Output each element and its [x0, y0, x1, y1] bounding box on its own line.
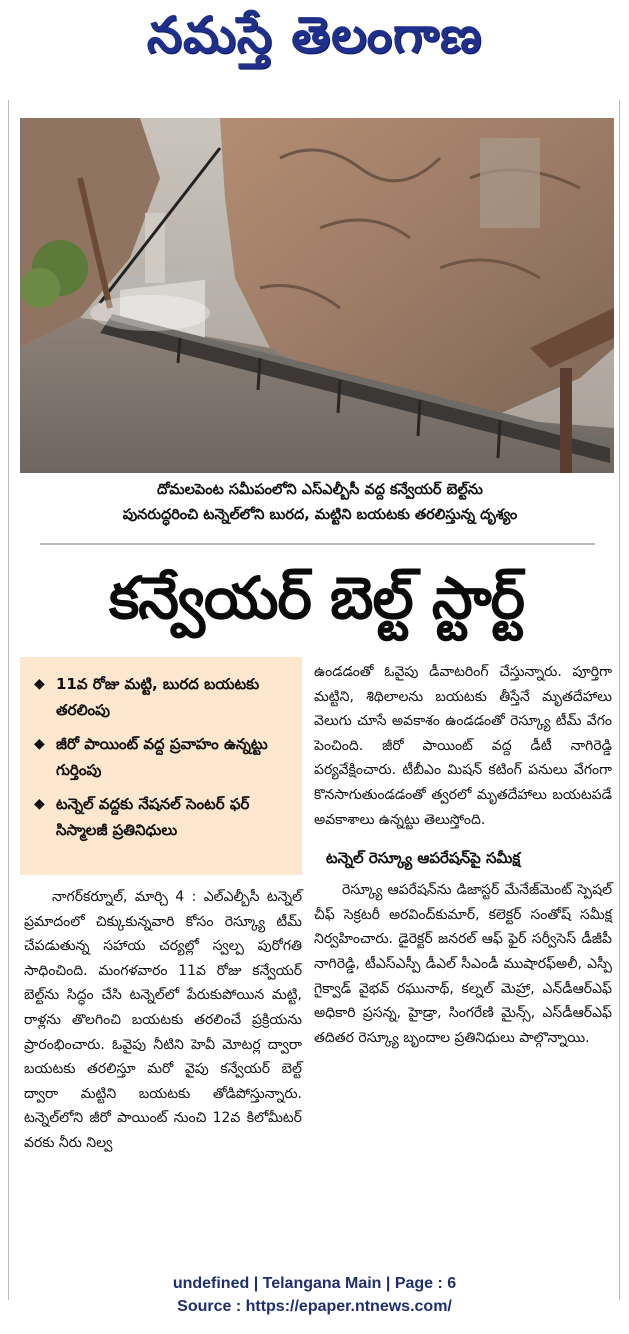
highlight-text: జీరో పాయింట్ వద్ద ప్రవాహం ఉన్నట్టు గుర్తింపు [56, 735, 268, 779]
caption-line-1: దోమలపెంట సమీపంలోని ఎస్ఎల్బీసీ వద్ద కన్వేయర్ బెల్ట్‌ను [157, 482, 483, 498]
page-footer [0, 1272, 629, 1318]
caption-line-2: పునరుద్ధరించి టన్నెల్‌లోని బురద, మట్టిని బయటకు తరలిస్తున్న దృశ్యం [122, 507, 518, 523]
article-subheading: టన్నెల్ రెస్క్యూ ఆపరేషన్‌పై సమీక్ష [326, 849, 521, 868]
highlight-text: 11వ రోజు మట్టి, బురద బయటకు తరలింపు [56, 675, 260, 719]
edition-info: undefined | Telangana Main | Page : 6 [172, 1275, 457, 1292]
conveyor-belt-photo [20, 118, 614, 473]
highlights-box [20, 657, 302, 875]
newspaper-title: నమస్తే తెలంగాణ [146, 6, 483, 64]
bullet-icon: ◆ [34, 676, 45, 692]
article-paragraph: ఉండడంతో ఓవైపు డీవాటరింగ్ చేస్తున్నారు. పూర్తిగా మట్టిని, శిథిలాలను బయటకు తీస్తేనే మృతదేహాలు వెలుగు చూసే అవకాశం ఉండడంతో రెస్క్యూ టీమ్ వేగం పెంచింది. జీరో పాయింట్ వద్ద డీటీ నాగిరెడ్డి పర్యవేక్షించారు. టీబీఎం మిషన్ కటింగ్ పనులు వేగంగా కొనసాగుతుండడంతో త్వరలో మృతదేహాలు బయటపడే అవకాశాలు ఉన్నట్టు తెలుస్తోంది. [314, 664, 612, 828]
page-border-left [8, 100, 9, 1300]
caption-divider [40, 543, 595, 545]
article-paragraph: నాగర్‌కర్నూల్, మార్చి 4 : ఎల్ఎల్బీసీ టన్నెల్ ప్రమాదంలో చిక్కుకున్నవారి కోసం రెస్క్యూ టీమ్ చేపడుతున్న సహాయ చర్యల్లో స్వల్ప పురోగతి సాధించింది. మంగళవారం 11వ రోజు కన్వేయర్ బెల్ట్‌ను సిద్ధం చేసి టన్నెల్‌లో పేరుకుపోయిన మట్టి, రాళ్లను తొలగించి బయటకు తరలించే ప్రక్రియను ప్రారంభించారు. ఓవైపు నీటిని హెవీ మోటర్ల ద్వారా బయటకు తరలిస్తూ మరో వైపు కన్వేయర్ బెల్ట్ ద్వారా మట్టిని బయటకు తోడిపోస్తున్నారు. టన్నెల్‌లోని జీరో పాయింట్ నుంచి 12వ కిలోమీటర్ వరకు నీరు నిల్వ [24, 889, 302, 1151]
highlight-item [34, 791, 292, 843]
highlight-item [34, 671, 292, 723]
article-column-right [314, 660, 612, 1050]
news-photo [20, 118, 614, 473]
headline: కన్వేయర్ బెల్ట్ స్టార్ట్ [108, 564, 525, 632]
highlight-item [34, 731, 292, 783]
bullet-icon: ◆ [34, 736, 45, 752]
article-paragraph: రెస్క్యూ ఆపరేషన్‌ను డిజాస్టర్ మేనేజ్‌మెంట్ స్పెషల్ చీఫ్ సెక్రటరీ అరవింద్‌కుమార్, కలెక్టర్ సంతోష్ సమీక్ష నిర్వహించారు. డైరెక్టర్ జనరల్ ఆఫ్ ఫైర్ సర్వీసెస్ డీజీపీ నాగిరెడ్డి, టీఎస్ఎస్పీ డీఎల్ సీఎండీ ముషారఫ్అలీ, ఎస్పీ గైక్వాడ్ వైభవ్ రఘునాథ్, కల్నల్ మెహ్రా, ఎన్‌డీఆర్ఎఫ్ అధికారి ప్రసన్న, హైడ్రా, సింగరేణి మైన్స్, ఎస్‌డీఆర్ఎఫ్ తదితర రెస్క్యూ బృందాల ప్రతినిధులు పాల్గొన్నాయి. [314, 882, 612, 1046]
photo-caption [40, 478, 600, 528]
highlight-text: టన్నెల్ వద్దకు నేషనల్ సెంటర్ ఫర్ సిస్మాలజీ ప్రతినిధులు [56, 795, 250, 839]
article-column-left [24, 885, 302, 1156]
masthead [0, 0, 629, 78]
source-link[interactable]: Source : https://epaper.ntnews.com/ [177, 1298, 452, 1315]
bullet-icon: ◆ [34, 796, 45, 812]
page-border-right [619, 100, 620, 1300]
